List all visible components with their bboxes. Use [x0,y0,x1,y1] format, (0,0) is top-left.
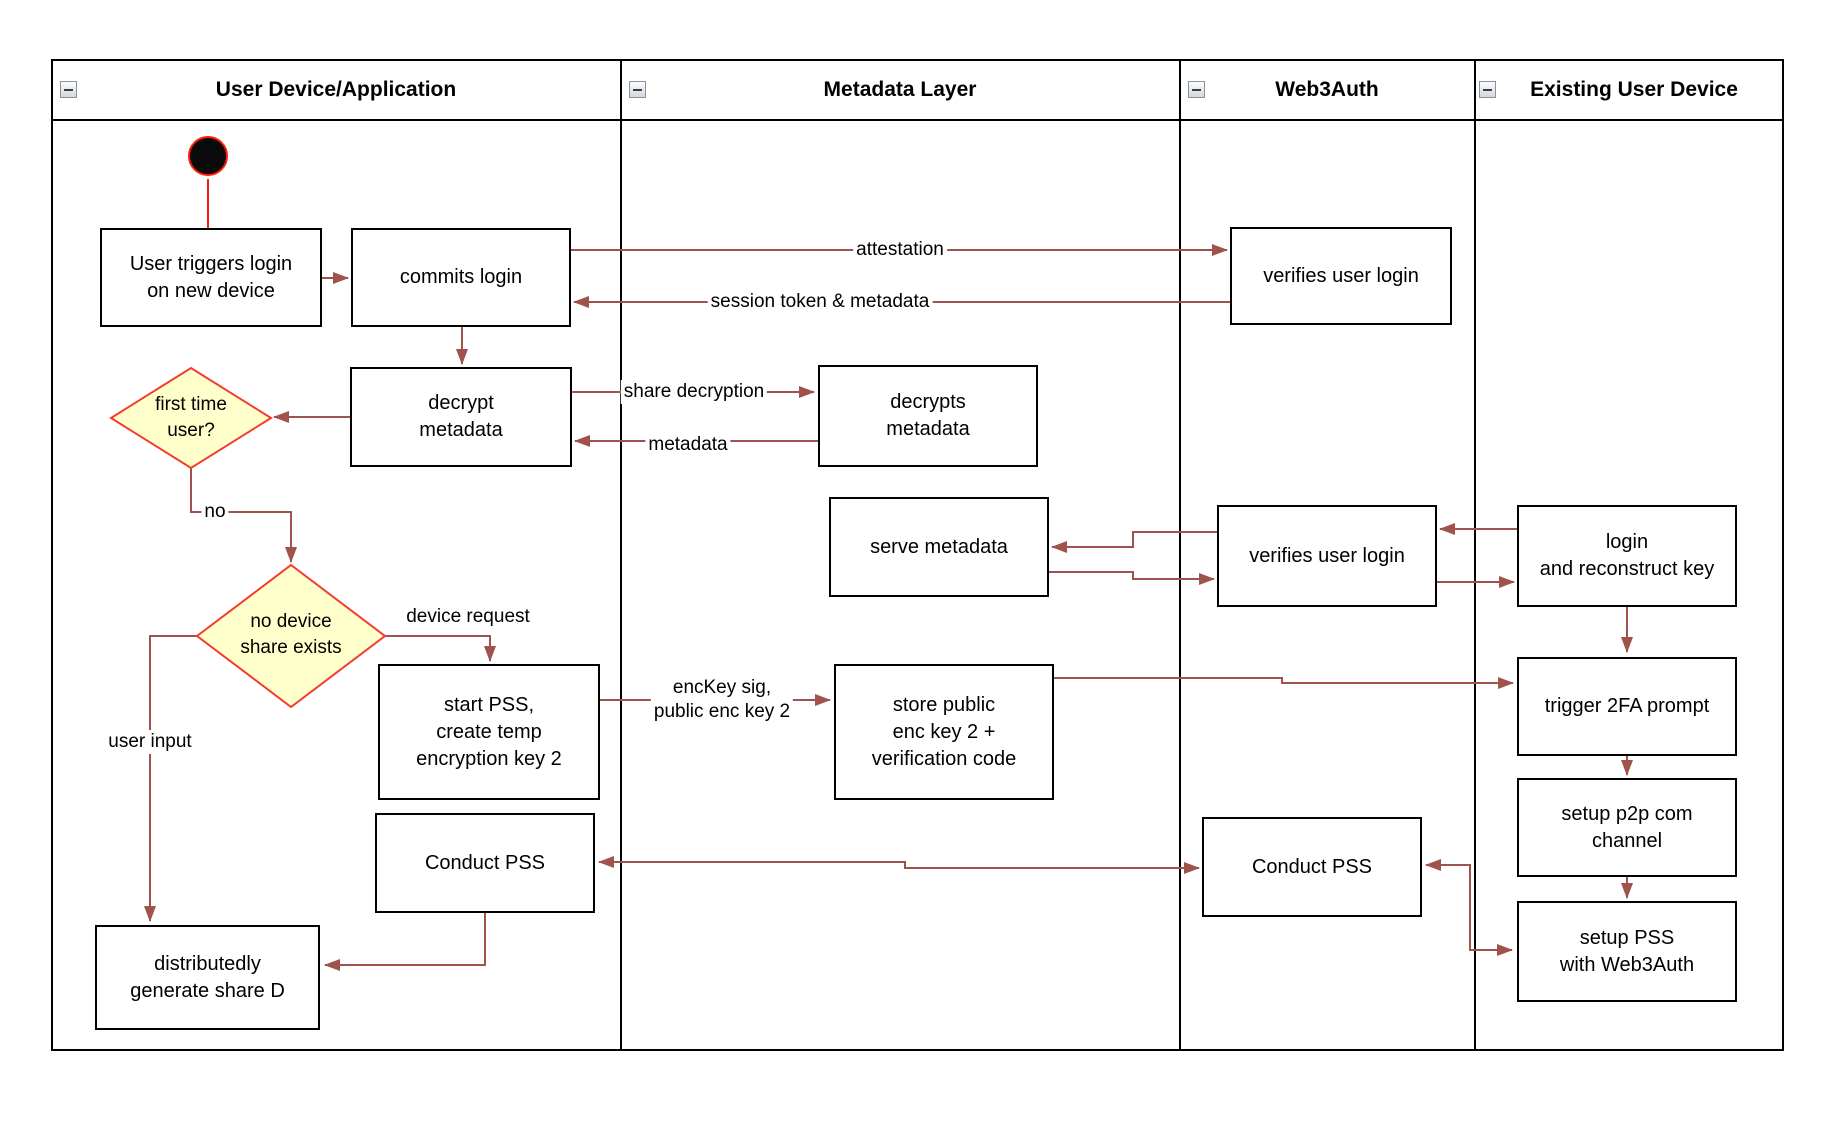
minus-icon [633,89,642,91]
decision-text-line: share exists [240,637,342,658]
node-serve-metadata[interactable] [829,497,1049,597]
node-text: decrypt [428,392,494,414]
edge-store-to-trigger2fa[interactable] [1054,678,1513,683]
node-text: enc key 2 + [892,720,996,743]
node-commits-login[interactable] [351,228,571,327]
node-setup-pss-with-web3auth[interactable] [1517,901,1737,1002]
node-text: create temp [436,720,542,743]
edge-conductpss-conductpss[interactable] [599,862,1199,868]
node-text: serve metadata [870,535,1008,558]
lane-title-existing-user-device[interactable]: Existing User Device [1530,78,1738,101]
node-text: commits login [399,266,523,288]
decision-text-line: user? [167,420,215,441]
node-text: encryption key 2 [416,747,562,770]
node-verifies-user-login-mid[interactable] [1217,505,1437,607]
edge-label-device-request: device request [403,605,533,629]
node-text: metadata [886,418,970,440]
lane-title-user-device[interactable]: User Device/Application [215,78,457,101]
edge-label-enckey [651,676,793,724]
node-text: generate share D [130,979,285,1002]
edge-conductpss-setuppss-bidirectional[interactable] [1426,865,1512,950]
edge-label-line: encKey sig, [672,677,772,698]
node-text: start PSS, [443,693,535,716]
node-login-and-reconstruct-key[interactable] [1517,505,1737,607]
node-text: verifies user login [1263,264,1419,287]
node-store-public-enc-key[interactable] [834,664,1054,800]
edge-serve-to-verifies[interactable] [1049,572,1214,579]
edge-conduct-to-distributedly[interactable] [325,913,485,965]
lane-title-metadata-layer[interactable]: Metadata Layer [823,78,977,101]
node-conduct-pss-left[interactable] [375,813,595,913]
collapse-lane-icon[interactable] [60,81,77,98]
node-distributedly-generate-share-d[interactable] [95,925,320,1030]
minus-icon [64,89,73,91]
collapse-lane-icon[interactable] [1188,81,1205,98]
collapse-lane-icon[interactable] [629,81,646,98]
node-text: setup p2p com [1561,802,1693,825]
collapse-lane-icon[interactable] [1479,81,1496,98]
edge-label-session-token: session token & metadata [708,290,933,314]
node-text: metadata [419,419,503,441]
node-text: login [1605,531,1649,553]
node-text: verification code [871,747,1017,770]
node-start-pss[interactable] [378,664,600,800]
edge-device-request[interactable] [385,636,490,661]
node-text: channel [1591,829,1663,852]
decision-text-line: first time [155,394,227,415]
decision-text-first-time-user [155,392,227,444]
node-conduct-pss-web3auth[interactable] [1202,817,1422,917]
lane-title-web3auth[interactable]: Web3Auth [1275,78,1379,101]
node-text: Conduct PSS [1251,855,1373,878]
node-text: on new device [147,279,275,302]
edge-label-line: public enc key 2 [653,701,791,722]
node-text: distributedly [154,952,261,975]
edge-label-user-input: user input [105,730,194,754]
node-text: with Web3Auth [1559,953,1695,976]
node-text: User triggers login [129,252,293,275]
edge-verifies-to-serve[interactable] [1052,532,1217,547]
node-text: setup PSS [1579,926,1675,949]
node-user-triggers-login[interactable] [100,228,322,327]
decision-text-no-device-share [240,609,341,661]
node-decrypt-metadata[interactable] [350,367,572,467]
node-text: verifies user login [1249,544,1405,567]
node-text: store public [892,693,996,716]
node-text: Conduct PSS [424,851,546,874]
node-text: trigger 2FA prompt [1544,695,1710,717]
edge-label-attestation: attestation [853,238,947,262]
minus-icon [1192,89,1201,91]
edge-label-share-decryption: share decryption [621,380,767,404]
minus-icon [1483,89,1492,91]
node-decrypts-metadata[interactable] [818,365,1038,467]
node-verifies-user-login-top[interactable] [1230,227,1452,325]
node-text: decrypts [890,391,966,413]
node-trigger-2fa-prompt[interactable] [1517,657,1737,756]
edge-user-input[interactable] [150,636,197,921]
start-node[interactable] [188,136,228,176]
decision-text-line: no device [250,611,332,632]
edge-label-metadata: metadata [645,433,730,457]
node-text: and reconstruct key [1539,558,1715,580]
node-setup-p2p-com-channel[interactable] [1517,778,1737,877]
edge-label-no: no [201,500,228,524]
